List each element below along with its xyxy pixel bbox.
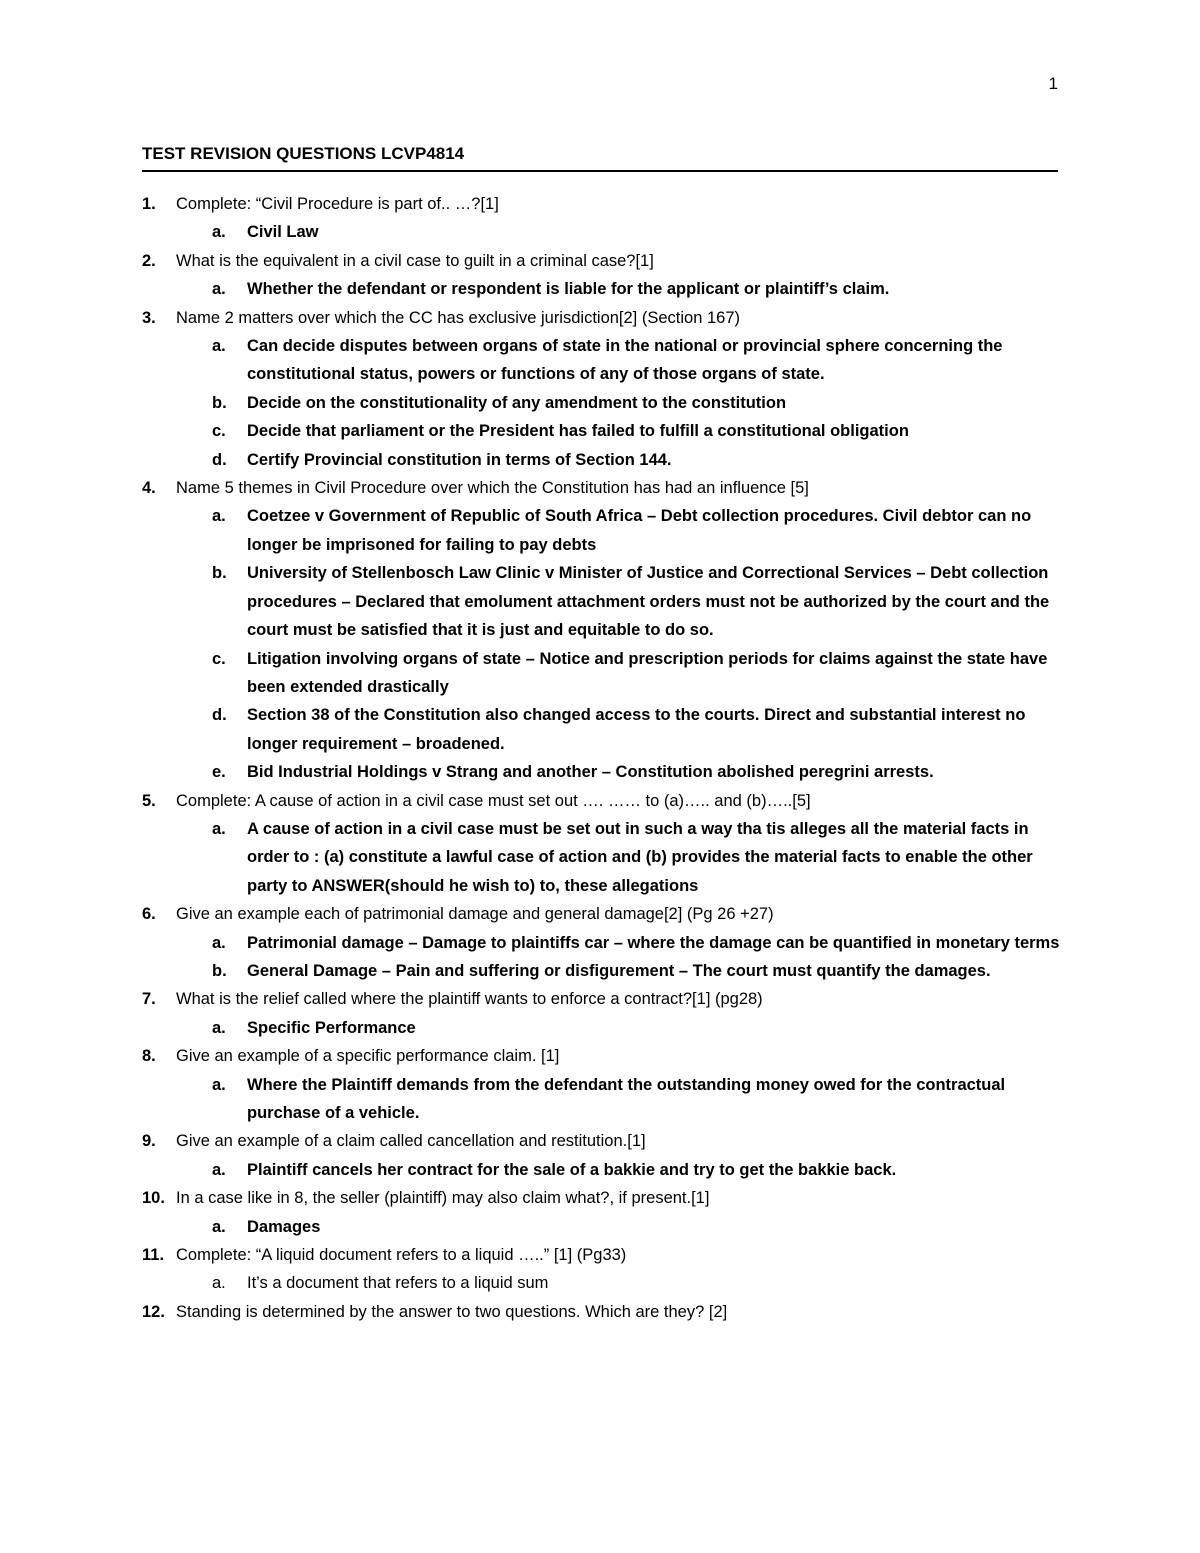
question-item [142, 900, 1062, 985]
page-number: 1 [1048, 74, 1058, 93]
question-number: 8. [142, 1047, 156, 1066]
answer-letter: a. [212, 1075, 226, 1094]
question-row [142, 1241, 1062, 1269]
answer-item [212, 389, 1062, 417]
answer-text: Civil Law [247, 223, 319, 242]
answer-letter: a. [212, 507, 226, 526]
answer-letter: d. [212, 450, 227, 469]
answer-letter: a. [212, 933, 226, 952]
question-text: Give an example each of patrimonial damage and general damage[2] (Pg 26 +27) [176, 905, 774, 924]
question-text: What is the equivalent in a civil case to guilt in a criminal case?[1] [176, 251, 654, 270]
question-text: What is the relief called where the plaintiff wants to enforce a contract?[1] (pg28) [176, 990, 763, 1009]
question-item [142, 1127, 1062, 1184]
answer-item [212, 332, 1062, 389]
answer-list [142, 218, 1062, 246]
answer-text: Damages [247, 1217, 321, 1236]
question-list [142, 190, 1062, 1326]
question-item [142, 787, 1062, 901]
question-row [142, 304, 1062, 332]
answer-item [212, 815, 1062, 900]
answer-item [212, 645, 1062, 702]
question-row [142, 1127, 1062, 1155]
answer-text: A cause of action in a civil case must be set out in such a way tha tis alleges all the material facts in order to : (a) constitute a lawful case of action and (b) provides the material facts to enable the other party to ANSWER(should he wish to) to, these allegations [247, 819, 1033, 895]
question-row [142, 1298, 1062, 1326]
answer-item [212, 1213, 1062, 1241]
answer-text: Coetzee v Government of Republic of South Africa – Debt collection procedures. Civil debtor can no longer be imprisoned for failing to pay debts [247, 507, 1032, 554]
answer-letter: c. [212, 422, 226, 441]
question-text: Give an example of a claim called cancellation and restitution.[1] [176, 1132, 646, 1151]
question-text: In a case like in 8, the seller (plaintiff) may also claim what?, if present.[1] [176, 1189, 710, 1208]
answer-item [212, 218, 1062, 246]
answer-item [212, 275, 1062, 303]
page-title: TEST REVISION QUESTIONS LCVP4814 [142, 144, 1058, 172]
question-text: Complete: A cause of action in a civil case must set out …. …… to (a)….. and (b)…..[5] [176, 791, 811, 810]
answer-text: Decide on the constitutionality of any amendment to the constitution [247, 393, 787, 412]
answer-list [142, 1213, 1062, 1241]
answer-item [212, 559, 1062, 644]
answer-text: Litigation involving organs of state – Notice and prescription periods for claims against the state have been extended drastically [247, 649, 1048, 696]
answer-item [212, 758, 1062, 786]
answer-letter: e. [212, 763, 226, 782]
question-item [142, 985, 1062, 1042]
answer-text: University of Stellenbosch Law Clinic v Minister of Justice and Correctional Services – Debt collection procedures – Declared that emolument attachment orders must not be authorized by the court and the court must be satisfied that it is just and equitable to do so. [247, 564, 1050, 640]
question-number: 2. [142, 251, 156, 270]
answer-letter: a. [212, 1274, 226, 1293]
answer-list [142, 1269, 1062, 1297]
question-number: 9. [142, 1132, 156, 1151]
question-number: 10. [142, 1189, 165, 1208]
answer-text: It’s a document that refers to a liquid sum [247, 1274, 549, 1293]
answer-item [212, 957, 1062, 985]
question-number: 3. [142, 308, 156, 327]
question-number: 7. [142, 990, 156, 1009]
answer-letter: d. [212, 706, 227, 725]
answer-text: Specific Performance [247, 1018, 416, 1037]
question-item [142, 474, 1062, 786]
answer-text: Patrimonial damage – Damage to plaintiffs car – where the damage can be quantified in monetary terms [247, 933, 1060, 952]
answer-text: Bid Industrial Holdings v Strang and another – Constitution abolished peregrini arrests. [247, 763, 934, 782]
question-text: Complete: “A liquid document refers to a liquid …..” [1] (Pg33) [176, 1246, 627, 1265]
question-row [142, 1184, 1062, 1212]
answer-list [142, 1156, 1062, 1184]
question-item [142, 304, 1062, 474]
answer-letter: a. [212, 1160, 226, 1179]
answer-list [142, 929, 1062, 986]
question-item [142, 1241, 1062, 1298]
answer-letter: a. [212, 1217, 226, 1236]
answer-list [142, 332, 1062, 474]
answer-text: Can decide disputes between organs of state in the national or provincial sphere concerning the constitutional status, powers or functions of any of those organs of state. [247, 337, 1003, 384]
answer-list [142, 1071, 1062, 1128]
question-text: Complete: “Civil Procedure is part of.. …?[1] [176, 195, 499, 213]
answer-item [212, 446, 1062, 474]
question-number: 11. [142, 1246, 165, 1265]
answer-list [142, 275, 1062, 303]
answer-item [212, 1071, 1062, 1128]
question-item [142, 1298, 1062, 1326]
question-number: 5. [142, 791, 156, 810]
answer-text: Certify Provincial constitution in terms of Section 144. [247, 450, 672, 469]
answer-list [142, 502, 1062, 786]
answer-text: Section 38 of the Constitution also changed access to the courts. Direct and substantial interest no longer requirement – broadened. [247, 706, 1026, 753]
answer-letter: c. [212, 649, 226, 668]
question-text: Give an example of a specific performance claim. [1] [176, 1047, 560, 1066]
question-text: Name 2 matters over which the CC has exclusive jurisdiction[2] (Section 167) [176, 308, 740, 327]
answer-item [212, 701, 1062, 758]
answer-text: Whether the defendant or respondent is liable for the applicant or plaintiff’s claim. [247, 280, 890, 299]
question-row [142, 985, 1062, 1013]
question-row [142, 190, 1062, 218]
answer-item [212, 929, 1062, 957]
answer-text: Decide that parliament or the President has failed to fulfill a constitutional obligation [247, 422, 909, 441]
answer-letter: a. [212, 819, 226, 838]
question-item [142, 1042, 1062, 1127]
answer-item [212, 417, 1062, 445]
question-number: 6. [142, 905, 156, 924]
question-row [142, 787, 1062, 815]
question-text: Standing is determined by the answer to two questions. Which are they? [2] [176, 1302, 728, 1321]
answer-letter: a. [212, 337, 226, 356]
answer-item [212, 1014, 1062, 1042]
question-number: 4. [142, 479, 156, 498]
answer-letter: a. [212, 1018, 226, 1037]
answer-text: Where the Plaintiff demands from the defendant the outstanding money owed for the contractual purchase of a vehicle. [247, 1075, 1006, 1122]
answer-item [212, 1269, 1062, 1297]
answer-letter: b. [212, 564, 227, 583]
answer-letter: b. [212, 961, 227, 980]
question-row [142, 900, 1062, 928]
answer-list [142, 815, 1062, 900]
question-row [142, 247, 1062, 275]
answer-item [212, 1156, 1062, 1184]
question-number: 1. [142, 195, 156, 213]
answer-text: General Damage – Pain and suffering or disfigurement – The court must quantify the damages. [247, 961, 991, 980]
question-text: Name 5 themes in Civil Procedure over which the Constitution has had an influence [5] [176, 479, 809, 498]
answer-letter: a. [212, 280, 226, 299]
question-row [142, 1042, 1062, 1070]
answer-text: Plaintiff cancels her contract for the sale of a bakkie and try to get the bakkie back. [247, 1160, 897, 1179]
answer-item [212, 502, 1062, 559]
answer-letter: a. [212, 223, 226, 242]
answer-list [142, 1014, 1062, 1042]
question-number: 12. [142, 1302, 165, 1321]
question-row [142, 474, 1062, 502]
question-item [142, 190, 1062, 247]
answer-letter: b. [212, 393, 227, 412]
question-item [142, 1184, 1062, 1241]
question-item [142, 247, 1062, 304]
